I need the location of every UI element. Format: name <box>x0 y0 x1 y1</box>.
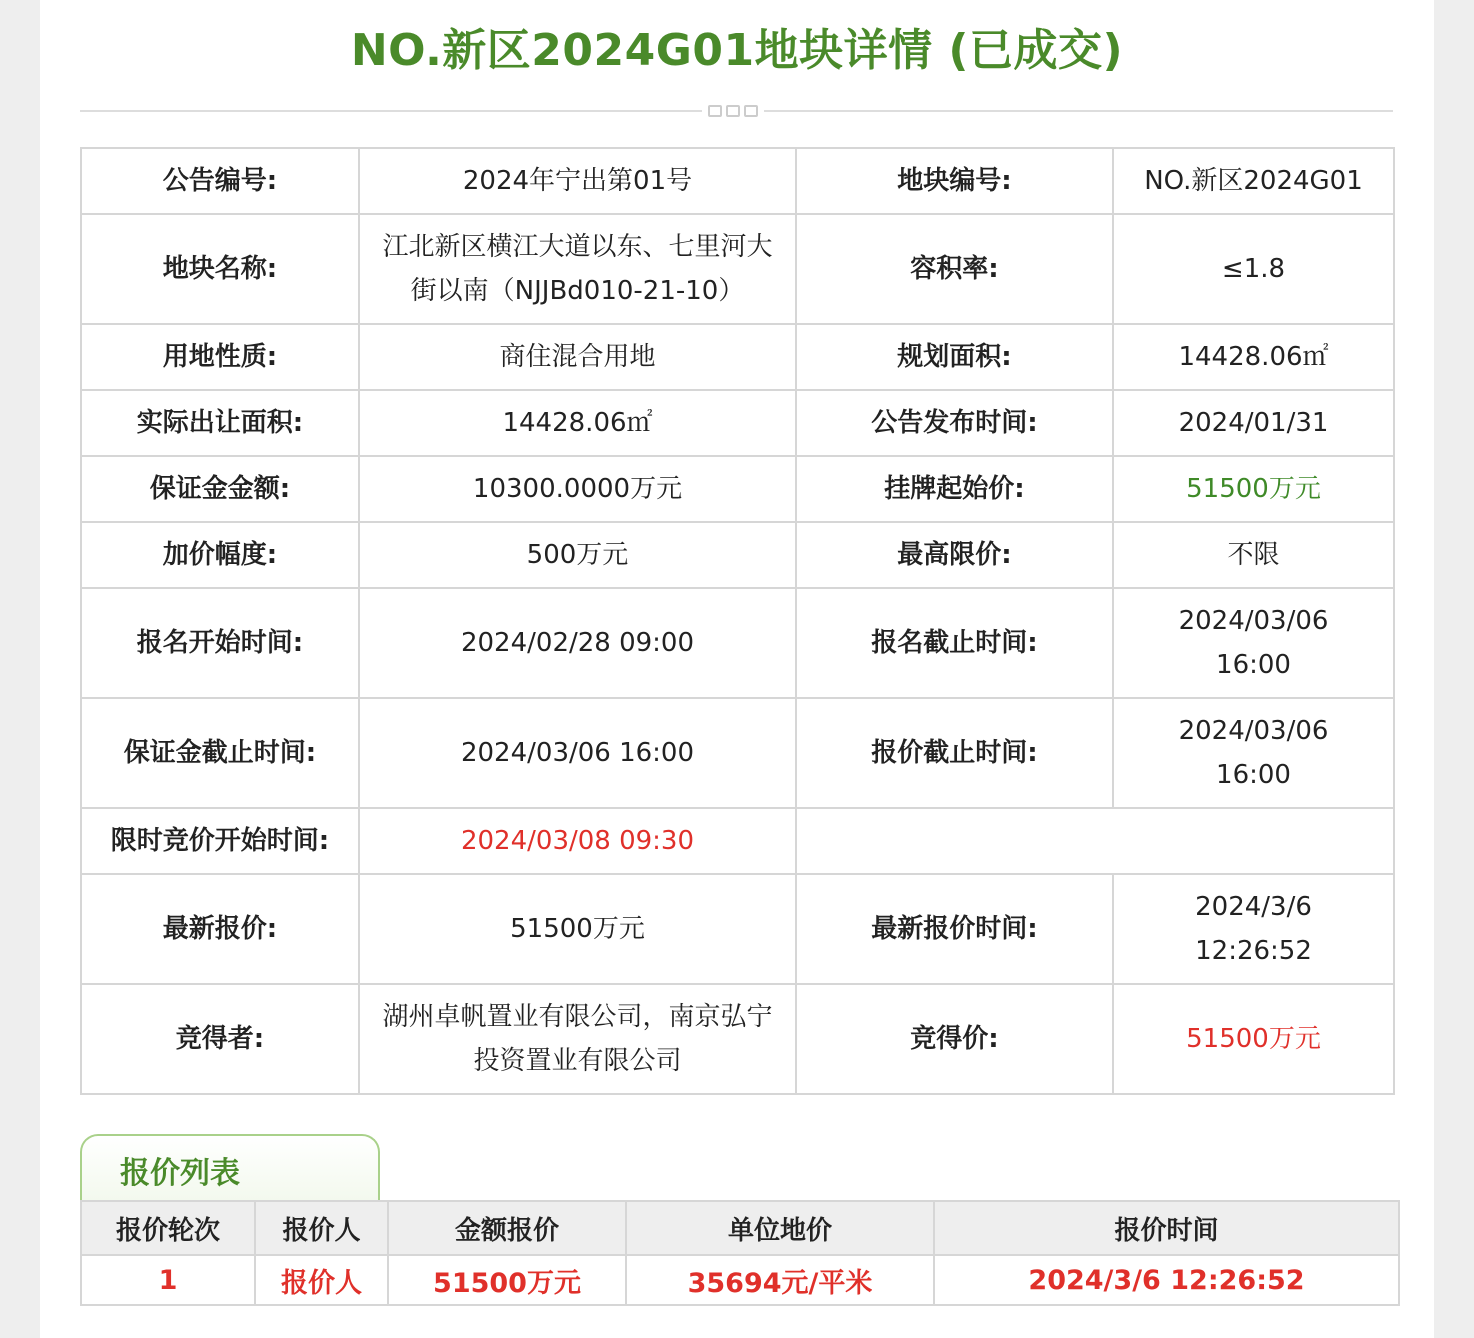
label-winner: 竞得者: <box>81 984 359 1094</box>
label-deposit-deadline: 保证金截止时间: <box>81 698 359 808</box>
bid-unit-price: 35694元/平米 <box>626 1255 934 1305</box>
value-planned-area: 14428.06㎡ <box>1113 324 1394 390</box>
header-bid-time: 报价时间 <box>934 1201 1399 1255</box>
value-increment: 500万元 <box>359 522 796 588</box>
value-timed-bidding-start: 2024/03/08 09:30 <box>359 808 796 874</box>
table-row <box>81 588 1394 698</box>
label-parcel-no: 地块编号: <box>796 148 1113 214</box>
header-bidder: 报价人 <box>255 1201 388 1255</box>
value-starting-price: 51500万元 <box>1113 456 1394 522</box>
label-plot-ratio: 容积率: <box>796 214 1113 324</box>
label-timed-bidding-start: 限时竞价开始时间: <box>81 808 359 874</box>
label-publish-date: 公告发布时间: <box>796 390 1113 456</box>
label-parcel-name: 地块名称: <box>81 214 359 324</box>
bid-amount: 51500万元 <box>388 1255 626 1305</box>
label-winning-price: 竞得价: <box>796 984 1113 1094</box>
table-row <box>81 214 1394 324</box>
bid-bidder: 报价人 <box>255 1255 388 1305</box>
table-row <box>81 984 1394 1094</box>
table-row <box>81 390 1394 456</box>
bid-round: 1 <box>81 1255 255 1305</box>
value-registration-end: 2024/03/06 16:00 <box>1113 588 1394 698</box>
bid-table-header <box>81 1201 1399 1255</box>
bid-list-tab[interactable] <box>80 1134 380 1196</box>
header-round: 报价轮次 <box>81 1201 255 1255</box>
value-winner: 湖州卓帆置业有限公司，南京弘宁投资置业有限公司 <box>359 984 796 1094</box>
bid-list-tab-label: 报价列表 <box>120 1156 240 1191</box>
value-winning-price: 51500万元 <box>1113 984 1394 1094</box>
bid-list-table <box>80 1200 1400 1306</box>
value-announcement-no: 2024年宁出第01号 <box>359 148 796 214</box>
label-deposit: 保证金金额: <box>81 456 359 522</box>
value-plot-ratio: ≤1.8 <box>1113 214 1394 324</box>
label-latest-bid: 最新报价: <box>81 874 359 984</box>
label-registration-end: 报名截止时间: <box>796 588 1113 698</box>
table-row <box>81 808 1394 874</box>
table-row <box>81 874 1394 984</box>
label-planned-area: 规划面积: <box>796 324 1113 390</box>
table-row <box>81 698 1394 808</box>
label-announcement-no: 公告编号: <box>81 148 359 214</box>
value-max-price: 不限 <box>1113 522 1394 588</box>
table-row <box>81 522 1394 588</box>
header-unit-price: 单位地价 <box>626 1201 934 1255</box>
value-bid-deadline: 2024/03/06 16:00 <box>1113 698 1394 808</box>
value-deposit: 10300.0000万元 <box>359 456 796 522</box>
divider-ornament-icon <box>702 102 764 120</box>
value-deposit-deadline: 2024/03/06 16:00 <box>359 698 796 808</box>
label-increment: 加价幅度: <box>81 522 359 588</box>
label-latest-bid-time: 最新报价时间: <box>796 874 1113 984</box>
label-registration-start: 报名开始时间: <box>81 588 359 698</box>
page-title: NO.新区2024G01地块详情 (已成交) <box>350 25 1124 76</box>
value-land-use: 商住混合用地 <box>359 324 796 390</box>
page <box>40 0 1434 1338</box>
label-actual-area: 实际出让面积: <box>81 390 359 456</box>
header-amount: 金额报价 <box>388 1201 626 1255</box>
value-latest-bid: 51500万元 <box>359 874 796 984</box>
value-parcel-name: 江北新区横江大道以东、七里河大街以南（NJJBd010-21-10） <box>359 214 796 324</box>
value-publish-date: 2024/01/31 <box>1113 390 1394 456</box>
value-latest-bid-time: 2024/3/6 12:26:52 <box>1113 874 1394 984</box>
value-actual-area: 14428.06㎡ <box>359 390 796 456</box>
table-row <box>81 1255 1399 1305</box>
value-registration-start: 2024/02/28 09:00 <box>359 588 796 698</box>
label-starting-price: 挂牌起始价: <box>796 456 1113 522</box>
label-max-price: 最高限价: <box>796 522 1113 588</box>
parcel-info-table <box>80 147 1395 1095</box>
label-land-use: 用地性质: <box>81 324 359 390</box>
label-bid-deadline: 报价截止时间: <box>796 698 1113 808</box>
bid-time: 2024/3/6 12:26:52 <box>934 1255 1399 1305</box>
table-row <box>81 148 1394 214</box>
table-row <box>81 456 1394 522</box>
empty-cell <box>796 808 1394 874</box>
value-parcel-no: NO.新区2024G01 <box>1113 148 1394 214</box>
table-row <box>81 324 1394 390</box>
